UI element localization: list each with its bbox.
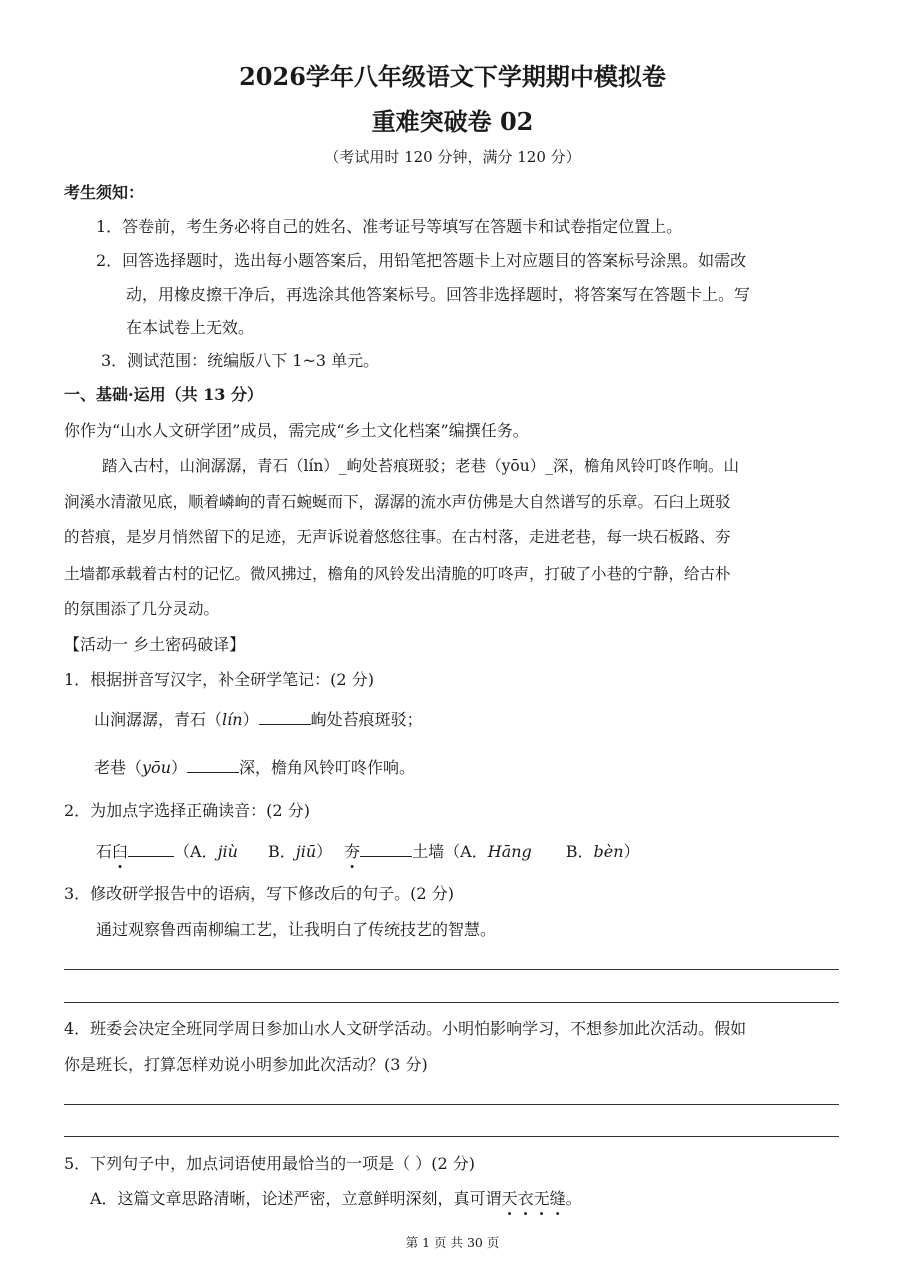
q4-answer-line-2[interactable] [64,1136,839,1137]
q1-line-2 [94,754,415,778]
notice-item-1: 1．答卷前，考生务必将自己的姓名、准考证号等填写在答题卡和试卷指定位置上。 [96,217,683,236]
q5-dotted-char-3: 无 [533,1189,550,1208]
q3-stem: 3．修改研学报告中的语病，写下修改后的句子。(2 分) [64,884,454,903]
passage-line-3: 的苔痕，是岁月悄然留下的足迹，无声诉说着悠悠往事。在古村落，走进老巷，每一块石板路、夯 [64,528,731,546]
q4-line-2: 你是班长，打算怎样劝说小明参加此次活动？(3 分) [64,1055,428,1074]
exam-title: 2026学年八年级语文下学期期中模拟卷 [239,62,666,91]
q1-line1-pinyin: lín [222,710,243,729]
q2-word1-dotted: 臼 [112,842,129,861]
q1-line1-text-c: 峋处苔痕斑驳； [310,710,423,729]
q2-stem: 2．为加点字选择正确读音：(2 分) [64,801,310,820]
q1-blank-2[interactable] [187,754,239,773]
q3-sentence: 通过观察鲁西南柳编工艺，让我明白了传统技艺的智慧。 [96,920,497,939]
q2-opt-b2-label: B． [565,842,594,861]
q4-answer-line-1[interactable] [64,1104,839,1105]
q2-blank-1[interactable] [128,838,174,857]
q2-close-1: ） [316,842,333,861]
q5-option-a-text: A．这篇文章思路清晰，论述严密，立意鲜明深刻，真可谓 [90,1189,502,1208]
notice-item-3: 3．测试范围：统编版八下 1~3 单元。 [101,351,380,370]
q1-line2-pinyin: yōu [142,758,171,777]
notice-item-2-cont2: 在本试卷上无效。 [126,318,255,337]
passage-line-1: 踏入古村，山涧潺潺，青石（lín）_岣处苔痕斑驳；老巷（yōu）_深，檐角风铃叮咚作响。山 [102,457,739,475]
q1-line2-text-c: 深，檐角风铃叮咚作响。 [239,758,416,777]
q1-line2-text-a: 老巷（ [94,758,143,777]
notice-heading: 考生须知： [64,183,145,202]
exam-subtitle: 重难突破卷 02 [371,107,534,136]
q5-option-a-end: 。 [565,1189,582,1208]
q5-dotted-char-1: 天 [501,1189,518,1208]
q5-stem: 5．下列句子中，加点词语使用最恰当的一项是（ ）(2 分) [64,1154,476,1173]
notice-item-2: 2．回答选择题时，选出每小题答案后，用铅笔把答题卡上对应题目的答案标号涂黑。如需改 [96,251,747,270]
passage-line-4: 土墙都承载着古村的记忆。微风拂过，檐角的风铃发出清脆的叮咚声，打破了小巷的宁静，给古朴 [64,565,731,583]
q2-opt-b2: bèn [593,842,624,861]
q2-word2-dotted: 夯 [344,842,361,861]
q3-answer-line-1[interactable] [64,969,839,970]
q2-word2-post: 土墙（A． [412,842,488,861]
q2-options-line [96,838,640,862]
q5-dotted-char-4: 缝 [549,1189,566,1208]
activity-heading: 【活动一 乡土密码破译】 [64,635,246,654]
q3-answer-line-2[interactable] [64,1002,839,1003]
section-intro: 你作为“山水人文研学团”成员，需完成“乡土文化档案”编撰任务。 [64,421,529,440]
q2-word1-pre: 石 [96,842,113,861]
q1-line-1 [94,706,423,730]
q1-stem: 1．根据拼音写汉字，补全研学笔记：(2 分) [64,670,374,689]
passage-line-5: 的氛围添了几分灵动。 [64,600,220,618]
q5-dotted-char-2: 衣 [517,1189,534,1208]
q2-opt-a2: Hāng [487,842,532,861]
q1-line1-text-b: ） [242,710,259,729]
exam-info: （考试用时 120 分钟，满分 120 分） [324,148,581,166]
q2-opt-b1: jiū [295,842,317,861]
q4-line-1: 4．班委会决定全班同学周日参加山水人文研学活动。小明怕影响学习，不想参加此次活动。假如 [64,1019,747,1038]
q5-option-a[interactable] [90,1186,582,1209]
q1-line2-text-b: ） [171,758,188,777]
q2-close-2: ） [623,842,640,861]
q2-opt-a1-label: （A． [174,842,218,861]
q1-blank-1[interactable] [259,706,311,725]
section-heading: 一、基础·运用（共 13 分） [64,385,263,404]
passage-line-2: 涧溪水清澈见底，顺着嶙峋的青石蜿蜒而下，潺潺的流水声仿佛是大自然谱写的乐章。石臼上斑驳 [64,493,731,511]
q2-opt-b1-label: B． [267,842,296,861]
q2-opt-a1: jiù [217,842,238,861]
q2-blank-2[interactable] [360,838,412,857]
page-number: 第 1 页 共 30 页 [405,1235,500,1250]
q1-line1-text-a: 山涧潺潺，青石（ [94,710,223,729]
notice-item-2-cont: 动，用橡皮擦干净后，再选涂其他答案标号。回答非选择题时，将答案写在答题卡上。写 [126,285,751,304]
